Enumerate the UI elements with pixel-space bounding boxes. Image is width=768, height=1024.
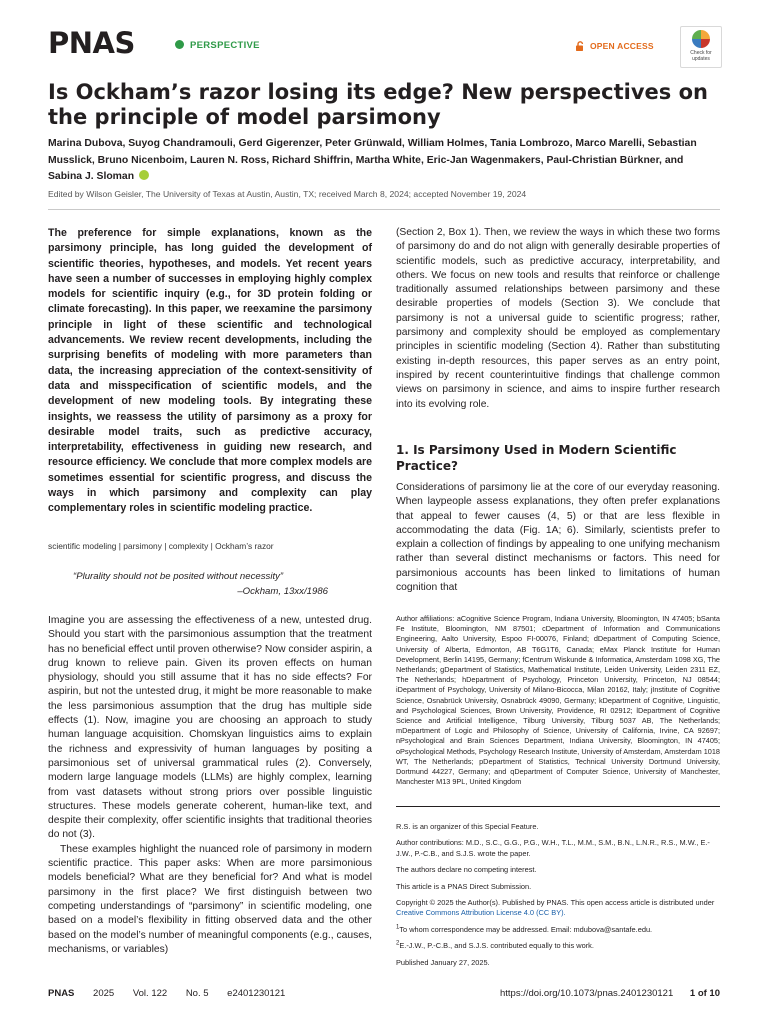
contributions-note: Author contributions: M.D., S.C., G.G., P.G., W.H., T.L., M.M., S.M., B.N., L.N.R., R.S., M.W., E.-J.W., P.-C.B., and S.J.S. wrote the paper.: [396, 838, 710, 858]
editor-dates-line: Edited by Wilson Geisler, The University of Texas at Austin, Austin, TX; received March 8, 2024; accepted November 19, 2024: [48, 189, 527, 199]
copyright-note: [396, 898, 720, 919]
correspondence-note: [396, 925, 720, 935]
doi-link[interactable]: https://doi.org/10.1073/pnas.2401230121: [499, 988, 674, 999]
notes-divider: [396, 806, 720, 807]
equal-contribution-text: E.-J.W., P.-C.B., and S.J.S. contributed equally to this work.: [399, 941, 594, 951]
section-body: Considerations of parsimony lie at the core of our everyday reasoning. When laypeople assess explanations, they often prefer explanations that appeal to fewer causes (4, 5) or that are less flexible in accommodating the data (Fig. 1A; 6). Similarly, scientists prefer to explain a collection of findings by appealing to one unifying mechanism rather than several distinct mechanisms or factors. This need for parsimonious accounts has been linked to limitations of human cognition that: [396, 482, 720, 594]
footer-volume: Vol. 122: [132, 988, 168, 999]
article-type-text: PERSPECTIVE: [190, 40, 260, 51]
author-names: Marina Dubova, Suyog Chandramouli, Gerd Gigerenzer, Peter Grünwald, William Holmes, Tania Lombrozo, Marco Marelli, Sebastian Musslick, Bruno Nicenboim, Lauren N. Ross, Richard Shiffrin, Martha White, Eric-Jan Wagenmakers, Paul-Christian Bürkner, and Sabina J. Sloman: [48, 138, 697, 182]
epigraph: [48, 570, 328, 599]
body-text-right: (Section 2, Box 1). Then, we review the ways in which these two forms of parsimony do and do not align with generally desirable properties of scientific models, such as predictive accuracy, interpretability, and others. We focus on new tools and results that reinforce or challenge traditionally assumed relationships between parsimony and these desirable properties of models (Section 3). We conclude that parsimony is not a universal guide to scientific progress; rather, parsimony and complexity should be employed as complementary principles in scientific modeling (Section 4). Rather than substituting existing in-depth resources, this paper serves as an entry point, inspired by recent counterintuitive findings that challenge common views on parsimony in science, and aims to inspire further research into its evolving role.: [396, 227, 720, 410]
footnote-mark: 1: [396, 924, 400, 931]
equal-contribution-note: [396, 941, 720, 951]
submission-note: This article is a PNAS Direct Submission.: [396, 881, 532, 891]
footnote-mark: 2: [396, 940, 400, 947]
body-paragraph: These examples highlight the nuanced role of parsimony in modern scientific practice. This paper asks: When are more parsimonious models beneficial? What are they beneficial for? And what is model parsimony in the first place? We first distinguish between two competing understandings of “parsimony” in scientific modeling, one based on a model’s flexibility in fitting observed data and the other based on the model’s number of meaningful components (e.g., causes, mechanisms, or variables): [48, 843, 372, 955]
perspective-icon: [175, 40, 184, 49]
check-for-updates-badge[interactable]: [680, 26, 722, 68]
footer-year: 2025: [93, 988, 115, 999]
copyright-text: Copyright © 2025 the Author(s). Published by PNAS. This open access article is distributed under: [396, 898, 715, 908]
journal-logo[interactable]: PNAS: [48, 26, 135, 60]
footer-right: [500, 988, 720, 999]
orcid-icon[interactable]: [139, 170, 149, 180]
open-lock-icon: [575, 41, 585, 51]
footer-journal: PNAS: [48, 988, 75, 999]
check-for-updates-text: Check for updates: [690, 50, 712, 62]
license-link[interactable]: Creative Commons Attribution License 4.0 (CC BY).: [396, 908, 566, 918]
page-number: 1 of 10: [689, 988, 720, 999]
epigraph-text: “Plurality should not be posited without necessity”: [73, 571, 284, 582]
footer-eid: e2401230121: [227, 988, 286, 999]
epigraph-attribution: –Ockham, 13xx/1986: [237, 585, 328, 597]
author-affiliations: Author affiliations: aCognitive Science Program, Indiana University, Bloomington, IN 47405; bSanta Fe Institute, Bloomington, NM 87501; cDepartment of Information and Communications Engineering, Aalto University, Espoo FI-00076, Finland; dDepartment of Computing Science, University of Alberta, Edmonton, AB T6G1T6, Canada; eMax Planck Institute for Human Development, Berlin 14195, Germany; fCentrum Wiskunde & Informatica, Amsterdam 1098 XG, The Netherlands; gDepartment of Statistics, Mathematical Institute, Leiden University, Leiden 2311 EZ, The Netherlands; hDepartment of Psychology, Princeton University, Princeton, NJ 08544; iDepartment of Psychology, University of Milano-Bicocca, Milan 20162, Italy; jInstitute of Cognitive Science, Osnabrück University, Osnabrück 49090, Germany; kDepartment of Cognitive, Linguistic, and Psychological Sciences, Brown University, Providence, RI 02912; lDepartment of Cognitive Science and Artificial Intelligence, Tilburg University, Tilburg 5037 AB, The Netherlands; mDepartment of Logic and Philosophy of Science, University of California, Irvine, CA 92697; nPsychological and Brain Sciences Department, Indiana University, Bloomington, IN 47405; oPsychological Methods, Psychology Research Institute, University of Amsterdam, Amsterdam 1018 WT, The Netherlands; pDepartment of Statistics, Technical University Dortmund University, Dortmund 44227, Germany; and qDepartment of Computer Science, University of Manchester, Manchester M13 9PL, United Kingdom: [396, 614, 720, 787]
author-list[interactable]: [48, 136, 718, 186]
crossmark-icon: [692, 30, 710, 48]
abstract: The preference for simple explanations, known as the parsimony principle, has long guided the development of scientific theories, hypotheses, and models. Yet recent years have seen a number of successes in employing highly complex models for scientific inquiry (e.g., for 3D protein folding or climate forecasting). In this paper, we reexamine the parsimony principle in light of these scientific and technological advancements. We review recent developments, including the surprising benefits of modeling with more parameters than data, the increasing appreciation of the context-sensitivity of data and misspecification of scientific models, and the development of new modeling tools. By integrating these insights, we reassess the utility of parsimony as a proxy for desirable model traits, such as predictive accuracy, interpretability, effectiveness in guiding new research, and resource efficiency. We conclude that more complex models are sometimes essential for scientific progress, and discuss the ways in which parsimony and complexity can play complementary roles in scientific modeling practice.: [48, 227, 372, 515]
header-divider: [48, 209, 720, 210]
body-text-left: [48, 614, 372, 957]
footer-issue: No. 5: [185, 988, 209, 999]
keywords: scientific modeling | parsimony | complexity | Ockham’s razor: [48, 541, 274, 551]
section-heading: 1. Is Parsimony Used in Modern Scientific Practice?: [396, 443, 677, 473]
competing-interest-note: The authors declare no competing interest.: [396, 865, 537, 875]
body-paragraph: Imagine you are assessing the effectiveness of a new, untested drug. Should you start with the parsimonious assumption that the treatment has no beneficial effect until proven otherwise? Now consider aspirin, a drug known to relieve pain. Given its proven effects on human physiology, should you still assume that it has no side effects? For aspirin, but not the untested drug, it might be more reasonable to make the less parsimonious assumption that the drug has multiple side effects (1). Now, imagine you are choosing an approach to study human language acquisition. Chomskyan linguistics aims to explain the richness and expressivity of human languages by positing a parsimonious set of universal grammatical rules (2). Conversely, modern large language models (LLMs) are highly complex, learning from vast datasets without strong priors over possible linguistic structures. These models generate coherent, human-like text, and despite their complexity, offer scientific insights that traditional theories do not (3).: [48, 615, 372, 841]
open-access-label[interactable]: [575, 41, 654, 51]
organizer-note: R.S. is an organizer of this Special Feature.: [396, 822, 539, 831]
article-title: Is Ockham’s razor losing its edge? New perspectives on the principle of model parsimony: [48, 80, 708, 129]
published-date: Published January 27, 2025.: [396, 957, 490, 967]
article-type-label: [175, 40, 260, 51]
correspondence-text: To whom correspondence may be addressed. Email: mdubova@santafe.edu.: [399, 924, 653, 934]
page-footer: [48, 988, 720, 999]
article-notes: [396, 822, 720, 974]
open-access-text: OPEN ACCESS: [590, 41, 654, 51]
